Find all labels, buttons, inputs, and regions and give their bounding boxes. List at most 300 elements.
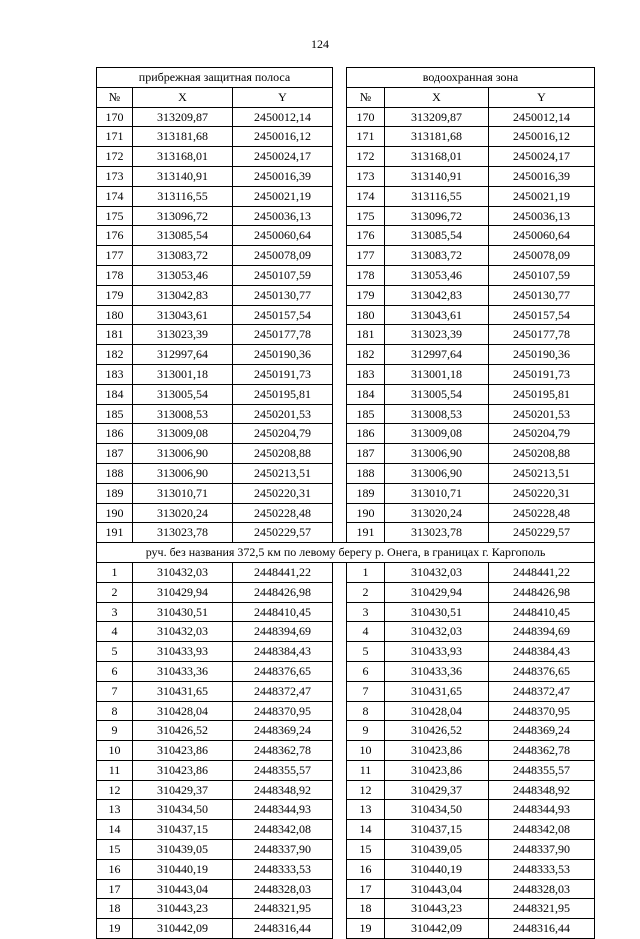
right-y-cell: 2450016,12 [489, 127, 595, 147]
right-x-cell: 313042,83 [385, 285, 489, 305]
right-x-cell: 310439,05 [385, 840, 489, 860]
column-gap [333, 899, 347, 919]
right-x-cell: 313083,72 [385, 246, 489, 266]
left-y-cell: 2448348,92 [233, 780, 333, 800]
right-no-cell: 178 [347, 265, 385, 285]
section-row [97, 543, 595, 563]
right-x-cell: 313168,01 [385, 147, 489, 167]
table-row [97, 503, 595, 523]
right-no-cell: 18 [347, 899, 385, 919]
left-x-header: X [133, 87, 233, 107]
right-no-cell: 172 [347, 147, 385, 167]
column-gap [333, 147, 347, 167]
left-no-cell: 7 [97, 681, 133, 701]
left-y-cell: 2450190,36 [233, 345, 333, 365]
left-x-cell: 310429,94 [133, 582, 233, 602]
left-y-cell: 2448316,44 [233, 919, 333, 939]
right-no-cell: 183 [347, 364, 385, 384]
right-no-cell: 184 [347, 384, 385, 404]
left-no-cell: 13 [97, 800, 133, 820]
right-x-cell: 310431,65 [385, 681, 489, 701]
left-x-cell: 310432,03 [133, 562, 233, 582]
table-row [97, 622, 595, 642]
left-y-cell: 2450204,79 [233, 424, 333, 444]
table-row [97, 444, 595, 464]
right-x-cell: 313020,24 [385, 503, 489, 523]
right-y-cell: 2448441,22 [489, 562, 595, 582]
left-no-cell: 8 [97, 701, 133, 721]
table-row [97, 879, 595, 899]
table-row [97, 127, 595, 147]
left-no-cell: 5 [97, 642, 133, 662]
right-y-cell: 2448370,95 [489, 701, 595, 721]
table-row [97, 582, 595, 602]
right-x-cell: 313009,08 [385, 424, 489, 444]
column-gap [333, 820, 347, 840]
column-gap [333, 325, 347, 345]
right-no-cell: 187 [347, 444, 385, 464]
left-y-cell: 2450177,78 [233, 325, 333, 345]
right-y-cell: 2448333,53 [489, 859, 595, 879]
table-row [97, 364, 595, 384]
right-y-cell: 2450157,54 [489, 305, 595, 325]
column-gap [333, 721, 347, 741]
right-no-cell: 4 [347, 622, 385, 642]
table-row [97, 780, 595, 800]
left-y-cell: 2450078,09 [233, 246, 333, 266]
left-x-cell: 310433,36 [133, 661, 233, 681]
left-y-cell: 2450191,73 [233, 364, 333, 384]
right-y-cell: 2448426,98 [489, 582, 595, 602]
left-no-cell: 174 [97, 186, 133, 206]
right-y-cell: 2450078,09 [489, 246, 595, 266]
right-x-header: X [385, 87, 489, 107]
right-no-cell: 182 [347, 345, 385, 365]
right-y-cell: 2450220,31 [489, 483, 595, 503]
left-no-cell: 191 [97, 523, 133, 543]
right-no-cell: 11 [347, 760, 385, 780]
right-y-cell: 2448344,93 [489, 800, 595, 820]
right-no-cell: 188 [347, 463, 385, 483]
right-no-cell: 1 [347, 562, 385, 582]
left-y-cell: 2448369,24 [233, 721, 333, 741]
right-y-cell: 2450195,81 [489, 384, 595, 404]
table-row [97, 899, 595, 919]
right-no-cell: 181 [347, 325, 385, 345]
right-y-cell: 2448362,78 [489, 741, 595, 761]
column-gap [333, 661, 347, 681]
column-gap [333, 840, 347, 860]
right-no-cell: 14 [347, 820, 385, 840]
column-gap [333, 166, 347, 186]
right-y-cell: 2450190,36 [489, 345, 595, 365]
left-no-cell: 172 [97, 147, 133, 167]
right-x-cell: 310443,04 [385, 879, 489, 899]
table-row [97, 147, 595, 167]
left-x-cell: 310426,52 [133, 721, 233, 741]
left-x-cell: 313023,78 [133, 523, 233, 543]
left-y-cell: 2448410,45 [233, 602, 333, 622]
column-gap [333, 345, 347, 365]
right-y-cell: 2450024,17 [489, 147, 595, 167]
table-row [97, 661, 595, 681]
right-y-cell: 2450107,59 [489, 265, 595, 285]
left-no-cell: 12 [97, 780, 133, 800]
left-no-cell: 9 [97, 721, 133, 741]
right-no-cell: 185 [347, 404, 385, 424]
left-x-cell: 313020,24 [133, 503, 233, 523]
right-no-cell: 179 [347, 285, 385, 305]
left-y-cell: 2448376,65 [233, 661, 333, 681]
right-no-cell: 186 [347, 424, 385, 444]
left-x-cell: 313006,90 [133, 444, 233, 464]
left-x-cell: 310439,05 [133, 840, 233, 860]
right-y-cell: 2450228,48 [489, 503, 595, 523]
column-gap [333, 444, 347, 464]
left-no-cell: 15 [97, 840, 133, 860]
table-row [97, 345, 595, 365]
right-x-cell: 310426,52 [385, 721, 489, 741]
right-y-cell: 2448410,45 [489, 602, 595, 622]
left-x-cell: 313001,18 [133, 364, 233, 384]
left-y-cell: 2448370,95 [233, 701, 333, 721]
table-row [97, 721, 595, 741]
left-x-cell: 313010,71 [133, 483, 233, 503]
right-y-cell: 2448384,43 [489, 642, 595, 662]
left-no-cell: 179 [97, 285, 133, 305]
right-x-cell: 313001,18 [385, 364, 489, 384]
left-no-cell: 183 [97, 364, 133, 384]
right-y-cell: 2450016,39 [489, 166, 595, 186]
right-no-cell: 173 [347, 166, 385, 186]
left-x-cell: 310429,37 [133, 780, 233, 800]
right-y-cell: 2448316,44 [489, 919, 595, 939]
right-x-cell: 310423,86 [385, 741, 489, 761]
table-row [97, 562, 595, 582]
left-y-cell: 2450016,39 [233, 166, 333, 186]
left-x-cell: 313023,39 [133, 325, 233, 345]
right-y-cell: 2448348,92 [489, 780, 595, 800]
left-no-cell: 10 [97, 741, 133, 761]
right-x-cell: 313209,87 [385, 107, 489, 127]
left-no-cell: 189 [97, 483, 133, 503]
left-no-cell: 177 [97, 246, 133, 266]
right-x-cell: 310432,03 [385, 562, 489, 582]
table-row [97, 206, 595, 226]
left-no-cell: 187 [97, 444, 133, 464]
left-no-cell: 171 [97, 127, 133, 147]
column-gap [333, 602, 347, 622]
left-x-cell: 310442,09 [133, 919, 233, 939]
left-x-cell: 310428,04 [133, 701, 233, 721]
left-x-cell: 313083,72 [133, 246, 233, 266]
right-y-cell: 2450177,78 [489, 325, 595, 345]
right-no-cell: 176 [347, 226, 385, 246]
left-y-cell: 2448384,43 [233, 642, 333, 662]
table-row [97, 226, 595, 246]
left-y-cell: 2448441,22 [233, 562, 333, 582]
left-x-cell: 310437,15 [133, 820, 233, 840]
right-x-cell: 310433,93 [385, 642, 489, 662]
right-x-cell: 313005,54 [385, 384, 489, 404]
left-x-cell: 310423,86 [133, 741, 233, 761]
right-no-cell: 174 [347, 186, 385, 206]
column-gap [333, 265, 347, 285]
left-no-cell: 186 [97, 424, 133, 444]
left-no-cell: 188 [97, 463, 133, 483]
right-no-cell: 19 [347, 919, 385, 939]
left-no-cell: 181 [97, 325, 133, 345]
right-group-header: водоохранная зона [347, 68, 595, 88]
left-no-cell: 185 [97, 404, 133, 424]
column-gap [333, 424, 347, 444]
table-row [97, 602, 595, 622]
left-no-cell: 6 [97, 661, 133, 681]
table-row [97, 305, 595, 325]
right-no-cell: 15 [347, 840, 385, 860]
left-x-cell: 312997,64 [133, 345, 233, 365]
right-x-cell: 313043,61 [385, 305, 489, 325]
right-y-cell: 2448328,03 [489, 879, 595, 899]
right-y-cell: 2448321,95 [489, 899, 595, 919]
column-gap [333, 206, 347, 226]
table-row [97, 760, 595, 780]
left-y-cell: 2450060,64 [233, 226, 333, 246]
right-x-cell: 313181,68 [385, 127, 489, 147]
table-row [97, 741, 595, 761]
right-x-cell: 312997,64 [385, 345, 489, 365]
table-row [97, 166, 595, 186]
right-no-cell: 175 [347, 206, 385, 226]
left-y-cell: 2448362,78 [233, 741, 333, 761]
column-gap [333, 404, 347, 424]
table-row [97, 701, 595, 721]
column-gap [333, 859, 347, 879]
left-no-cell: 178 [97, 265, 133, 285]
right-no-header: № [347, 87, 385, 107]
left-y-cell: 2450024,17 [233, 147, 333, 167]
left-y-cell: 2450229,57 [233, 523, 333, 543]
right-y-cell: 2448355,57 [489, 760, 595, 780]
left-x-cell: 313140,91 [133, 166, 233, 186]
right-no-cell: 177 [347, 246, 385, 266]
left-y-cell: 2448342,08 [233, 820, 333, 840]
left-no-cell: 175 [97, 206, 133, 226]
left-x-cell: 310423,86 [133, 760, 233, 780]
right-y-cell: 2448394,69 [489, 622, 595, 642]
left-x-cell: 313181,68 [133, 127, 233, 147]
column-gap [333, 127, 347, 147]
column-gap [333, 919, 347, 939]
right-x-cell: 310440,19 [385, 859, 489, 879]
right-y-cell: 2450201,53 [489, 404, 595, 424]
left-x-cell: 310434,50 [133, 800, 233, 820]
left-y-cell: 2450220,31 [233, 483, 333, 503]
left-no-cell: 182 [97, 345, 133, 365]
left-x-cell: 313008,53 [133, 404, 233, 424]
right-y-cell: 2450229,57 [489, 523, 595, 543]
column-gap [333, 364, 347, 384]
left-no-cell: 18 [97, 899, 133, 919]
right-x-cell: 313116,55 [385, 186, 489, 206]
right-no-cell: 8 [347, 701, 385, 721]
left-y-cell: 2450036,13 [233, 206, 333, 226]
right-no-cell: 170 [347, 107, 385, 127]
right-y-cell: 2450204,79 [489, 424, 595, 444]
left-no-cell: 173 [97, 166, 133, 186]
left-x-cell: 313116,55 [133, 186, 233, 206]
right-x-cell: 310434,50 [385, 800, 489, 820]
right-no-cell: 171 [347, 127, 385, 147]
left-x-cell: 310433,93 [133, 642, 233, 662]
left-x-cell: 313209,87 [133, 107, 233, 127]
table-row [97, 186, 595, 206]
right-no-cell: 189 [347, 483, 385, 503]
group-header-row [97, 68, 595, 88]
column-gap [333, 246, 347, 266]
column-gap [333, 463, 347, 483]
right-x-cell: 310432,03 [385, 622, 489, 642]
section-title: руч. без названия 372,5 км по левому берегу р. Онега, в границах г. Каргополь [97, 543, 595, 563]
column-gap [333, 68, 347, 88]
column-gap [333, 186, 347, 206]
right-x-cell: 313008,53 [385, 404, 489, 424]
left-group-header: прибрежная защитная полоса [97, 68, 333, 88]
column-gap [333, 642, 347, 662]
right-x-cell: 313140,91 [385, 166, 489, 186]
left-no-cell: 14 [97, 820, 133, 840]
right-x-cell: 313006,90 [385, 444, 489, 464]
left-x-cell: 313096,72 [133, 206, 233, 226]
column-gap [333, 879, 347, 899]
right-no-cell: 17 [347, 879, 385, 899]
right-no-cell: 2 [347, 582, 385, 602]
left-x-cell: 310443,23 [133, 899, 233, 919]
left-x-cell: 313006,90 [133, 463, 233, 483]
right-no-cell: 180 [347, 305, 385, 325]
right-y-cell: 2448376,65 [489, 661, 595, 681]
right-x-cell: 310443,23 [385, 899, 489, 919]
right-no-cell: 10 [347, 741, 385, 761]
right-x-cell: 313053,46 [385, 265, 489, 285]
column-gap [333, 87, 347, 107]
left-y-cell: 2450130,77 [233, 285, 333, 305]
right-x-cell: 313023,39 [385, 325, 489, 345]
right-y-cell: 2450060,64 [489, 226, 595, 246]
left-x-cell: 310443,04 [133, 879, 233, 899]
right-x-cell: 313006,90 [385, 463, 489, 483]
left-y-cell: 2448355,57 [233, 760, 333, 780]
column-gap [333, 800, 347, 820]
left-y-cell: 2448321,95 [233, 899, 333, 919]
left-x-cell: 313009,08 [133, 424, 233, 444]
left-x-cell: 310430,51 [133, 602, 233, 622]
right-x-cell: 313023,78 [385, 523, 489, 543]
right-no-cell: 5 [347, 642, 385, 662]
right-no-cell: 191 [347, 523, 385, 543]
right-y-cell: 2448369,24 [489, 721, 595, 741]
right-no-cell: 9 [347, 721, 385, 741]
right-y-cell: 2450208,88 [489, 444, 595, 464]
left-no-cell: 19 [97, 919, 133, 939]
left-y-header: Y [233, 87, 333, 107]
right-x-cell: 310428,04 [385, 701, 489, 721]
left-y-cell: 2450213,51 [233, 463, 333, 483]
right-x-cell: 310430,51 [385, 602, 489, 622]
right-y-header: Y [489, 87, 595, 107]
page-number: 124 [311, 37, 329, 51]
right-no-cell: 12 [347, 780, 385, 800]
column-gap [333, 107, 347, 127]
left-no-cell: 170 [97, 107, 133, 127]
right-x-cell: 310429,37 [385, 780, 489, 800]
left-x-cell: 313085,54 [133, 226, 233, 246]
table-row [97, 325, 595, 345]
left-y-cell: 2448426,98 [233, 582, 333, 602]
left-y-cell: 2448328,03 [233, 879, 333, 899]
right-no-cell: 190 [347, 503, 385, 523]
right-x-cell: 310437,15 [385, 820, 489, 840]
left-no-cell: 2 [97, 582, 133, 602]
column-gap [333, 483, 347, 503]
table-row [97, 681, 595, 701]
right-no-cell: 3 [347, 602, 385, 622]
left-x-cell: 313053,46 [133, 265, 233, 285]
right-x-cell: 310442,09 [385, 919, 489, 939]
column-gap [333, 622, 347, 642]
left-y-cell: 2450107,59 [233, 265, 333, 285]
column-gap [333, 305, 347, 325]
right-no-cell: 13 [347, 800, 385, 820]
right-no-cell: 16 [347, 859, 385, 879]
column-gap [333, 523, 347, 543]
right-x-cell: 313096,72 [385, 206, 489, 226]
column-header-row [97, 87, 595, 107]
column-gap [333, 384, 347, 404]
table-row [97, 107, 595, 127]
table-row [97, 642, 595, 662]
left-y-cell: 2448337,90 [233, 840, 333, 860]
column-gap [333, 503, 347, 523]
table-row [97, 246, 595, 266]
table-row [97, 800, 595, 820]
table-row [97, 463, 595, 483]
left-y-cell: 2450228,48 [233, 503, 333, 523]
left-x-cell: 310440,19 [133, 859, 233, 879]
column-gap [333, 285, 347, 305]
column-gap [333, 760, 347, 780]
column-gap [333, 701, 347, 721]
column-gap [333, 780, 347, 800]
column-gap [333, 226, 347, 246]
column-gap [333, 741, 347, 761]
column-gap [333, 681, 347, 701]
left-y-cell: 2448333,53 [233, 859, 333, 879]
table-row [97, 285, 595, 305]
left-no-cell: 4 [97, 622, 133, 642]
right-x-cell: 313010,71 [385, 483, 489, 503]
right-y-cell: 2450130,77 [489, 285, 595, 305]
right-y-cell: 2450021,19 [489, 186, 595, 206]
left-no-cell: 11 [97, 760, 133, 780]
table-row [97, 404, 595, 424]
table-row [97, 859, 595, 879]
column-gap [333, 562, 347, 582]
left-y-cell: 2450208,88 [233, 444, 333, 464]
table-row [97, 265, 595, 285]
table-row [97, 523, 595, 543]
right-x-cell: 310429,94 [385, 582, 489, 602]
